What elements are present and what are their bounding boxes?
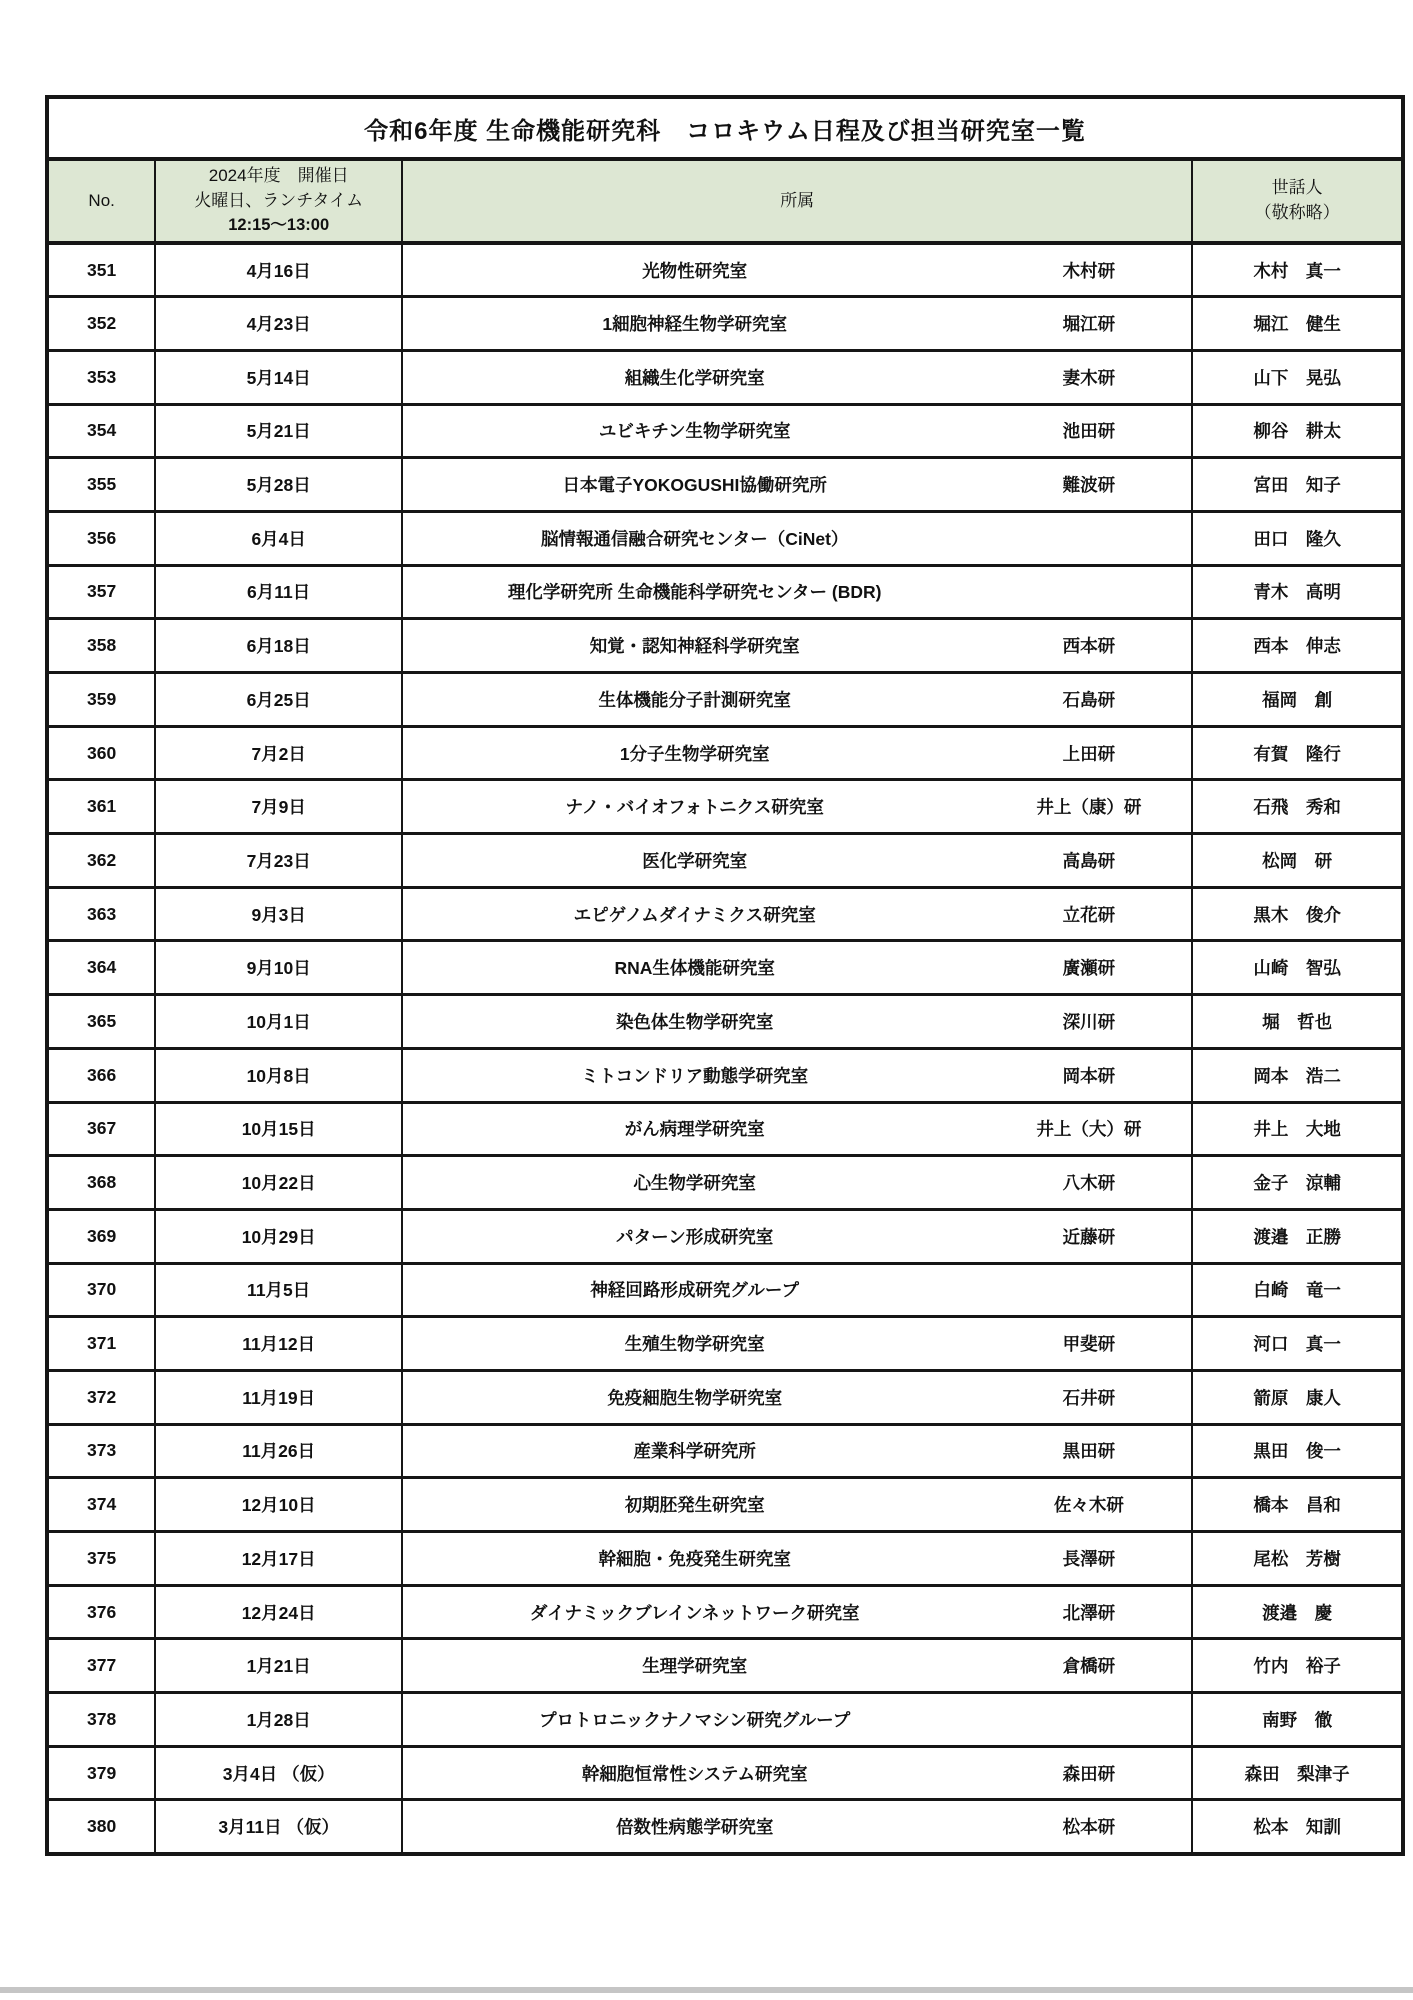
row-no: 378: [47, 1693, 155, 1747]
row-no: 380: [47, 1800, 155, 1854]
row-no: 362: [47, 834, 155, 888]
row-affiliation: [402, 1102, 1192, 1156]
row-person: 有賀 隆行: [1192, 726, 1403, 780]
row-date: 11月5日: [155, 1263, 402, 1317]
row-no: 361: [47, 780, 155, 834]
row-person: 井上 大地: [1192, 1102, 1403, 1156]
row-group-name: 西本研: [1062, 636, 1116, 657]
table-row: [47, 1102, 1403, 1156]
row-group-name: 甲斐研: [1062, 1334, 1116, 1355]
row-lab-name: 生殖生物学研究室: [624, 1334, 765, 1355]
table-row: [47, 995, 1403, 1049]
row-person: 岡本 浩二: [1192, 1048, 1403, 1102]
row-no: 355: [47, 458, 155, 512]
row-lab-name: 脳情報通信融合研究センター（CiNet）: [540, 528, 849, 549]
row-lab-name: 生体機能分子計測研究室: [598, 689, 791, 710]
row-date: 4月16日: [155, 243, 402, 297]
table-row: [47, 1800, 1403, 1854]
row-date: 1月28日: [155, 1693, 402, 1747]
row-no: 354: [47, 404, 155, 458]
row-affiliation: [402, 780, 1192, 834]
row-person: 竹内 裕子: [1192, 1639, 1403, 1693]
row-lab-name: ナノ・バイオフォトニクス研究室: [565, 797, 824, 818]
row-affiliation: [402, 1156, 1192, 1210]
row-affiliation: [402, 1639, 1192, 1693]
row-lab-name: 初期胚発生研究室: [624, 1495, 765, 1516]
table-row: [47, 1693, 1403, 1747]
row-person: 黒木 俊介: [1192, 887, 1403, 941]
table-row: [47, 1424, 1403, 1478]
table-row: [47, 1585, 1403, 1639]
row-person: 柳谷 耕太: [1192, 404, 1403, 458]
row-date: 6月25日: [155, 673, 402, 727]
column-header-person: [1192, 159, 1403, 243]
row-lab-name: 1細胞神経生物学研究室: [602, 314, 788, 335]
table-row: [47, 458, 1403, 512]
row-affiliation: [402, 404, 1192, 458]
row-person: 黒田 俊一: [1192, 1424, 1403, 1478]
table-title-row: [47, 97, 1403, 159]
row-person: 渡邉 正勝: [1192, 1209, 1403, 1263]
row-group-name: 森田研: [1062, 1763, 1116, 1784]
row-person: 宮田 知子: [1192, 458, 1403, 512]
row-no: 365: [47, 995, 155, 1049]
row-date: 12月10日: [155, 1478, 402, 1532]
row-date: 7月23日: [155, 834, 402, 888]
row-group-name: 松本研: [1062, 1817, 1116, 1838]
row-lab-name: 光物性研究室: [642, 260, 748, 281]
row-no: 360: [47, 726, 155, 780]
row-lab-name: ミトコンドリア動態学研究室: [581, 1065, 809, 1086]
table-row: [47, 297, 1403, 351]
row-affiliation: [402, 941, 1192, 995]
row-date: 9月3日: [155, 887, 402, 941]
row-no: 372: [47, 1370, 155, 1424]
row-group-name: 妻木研: [1062, 367, 1116, 388]
row-date: 3月4日 （仮）: [155, 1746, 402, 1800]
person-header-line2: （敬称略）: [1254, 203, 1340, 222]
row-group-name: 石島研: [1062, 689, 1116, 710]
row-lab-name: 医化学研究室: [642, 850, 748, 871]
row-date: 11月12日: [155, 1317, 402, 1371]
row-person: 堀 哲也: [1192, 995, 1403, 1049]
row-lab-name: 染色体生物学研究室: [615, 1011, 774, 1032]
row-person: 松岡 研: [1192, 834, 1403, 888]
row-no: 356: [47, 511, 155, 565]
row-person: 福岡 創: [1192, 673, 1403, 727]
table-row: [47, 726, 1403, 780]
row-lab-name: 心生物学研究室: [633, 1173, 756, 1194]
row-person: 田口 隆久: [1192, 511, 1403, 565]
row-group-name: 深川研: [1062, 1011, 1116, 1032]
row-person: 河口 真一: [1192, 1317, 1403, 1371]
row-person: 尾松 芳樹: [1192, 1532, 1403, 1586]
row-no: 373: [47, 1424, 155, 1478]
row-group-name: 石井研: [1062, 1387, 1116, 1408]
row-affiliation: [402, 1746, 1192, 1800]
table-row: [47, 350, 1403, 404]
row-lab-name: 1分子生物学研究室: [619, 743, 770, 764]
row-group-name: 難波研: [1062, 475, 1116, 496]
row-no: 353: [47, 350, 155, 404]
date-header-time: 12:15～13:00: [228, 215, 330, 234]
row-date: 12月17日: [155, 1532, 402, 1586]
row-affiliation: [402, 673, 1192, 727]
row-date: 10月1日: [155, 995, 402, 1049]
row-lab-name: プロトロニックナノマシン研究グループ: [539, 1709, 851, 1730]
row-affiliation: [402, 350, 1192, 404]
row-person: 山下 晃弘: [1192, 350, 1403, 404]
row-no: 351: [47, 243, 155, 297]
row-no: 375: [47, 1532, 155, 1586]
row-affiliation: [402, 1585, 1192, 1639]
row-person: 箭原 康人: [1192, 1370, 1403, 1424]
table-row: [47, 1156, 1403, 1210]
row-lab-name: 幹細胞恒常性システム研究室: [581, 1763, 808, 1784]
row-date: 7月9日: [155, 780, 402, 834]
row-lab-name: 知覚・認知神経科学研究室: [589, 636, 800, 657]
column-header-affiliation: 所属: [402, 159, 1192, 243]
row-date: 10月29日: [155, 1209, 402, 1263]
table-row: [47, 834, 1403, 888]
table-row: [47, 1478, 1403, 1532]
row-date: 5月28日: [155, 458, 402, 512]
row-no: 371: [47, 1317, 155, 1371]
row-date: 5月21日: [155, 404, 402, 458]
row-no: 352: [47, 297, 155, 351]
row-affiliation: [402, 1370, 1192, 1424]
row-lab-name: がん病理学研究室: [624, 1119, 765, 1140]
row-affiliation: [402, 1478, 1192, 1532]
row-affiliation: [402, 619, 1192, 673]
row-person: 木村 真一: [1192, 243, 1403, 297]
row-affiliation: [402, 243, 1192, 297]
scan-edge-artifact: [0, 1987, 1413, 1993]
table-row: [47, 1746, 1403, 1800]
row-person: 白崎 竜一: [1192, 1263, 1403, 1317]
row-no: 363: [47, 887, 155, 941]
row-group-name: 井上（大）研: [1036, 1119, 1142, 1140]
row-person: 石飛 秀和: [1192, 780, 1403, 834]
row-group-name: 北澤研: [1062, 1602, 1116, 1623]
row-affiliation: [402, 1263, 1192, 1317]
table-row: [47, 1209, 1403, 1263]
row-date: 6月4日: [155, 511, 402, 565]
row-lab-name: 幹細胞・免疫発生研究室: [598, 1548, 791, 1569]
row-person: 山崎 智弘: [1192, 941, 1403, 995]
row-date: 4月23日: [155, 297, 402, 351]
table-row: [47, 941, 1403, 995]
row-group-name: 廣瀬研: [1062, 958, 1116, 979]
row-no: 358: [47, 619, 155, 673]
row-no: 370: [47, 1263, 155, 1317]
row-affiliation: [402, 726, 1192, 780]
row-no: 369: [47, 1209, 155, 1263]
row-affiliation: [402, 297, 1192, 351]
row-person: 西本 伸志: [1192, 619, 1403, 673]
row-group-name: 堀江研: [1062, 314, 1116, 335]
row-group-name: 上田研: [1062, 743, 1116, 764]
row-date: 11月26日: [155, 1424, 402, 1478]
row-affiliation: [402, 1424, 1192, 1478]
row-date: 10月22日: [155, 1156, 402, 1210]
row-affiliation: [402, 511, 1192, 565]
table-row: [47, 780, 1403, 834]
row-affiliation: [402, 1800, 1192, 1854]
person-header-line1: 世話人: [1271, 178, 1323, 198]
row-no: 368: [47, 1156, 155, 1210]
row-group-name: 井上（康）研: [1036, 797, 1142, 818]
row-lab-name: ダイナミックブレインネットワーク研究室: [529, 1602, 860, 1623]
row-no: 366: [47, 1048, 155, 1102]
row-date: 6月18日: [155, 619, 402, 673]
row-group-name: 倉橋研: [1062, 1656, 1116, 1677]
row-lab-name: 産業科学研究所: [633, 1441, 756, 1462]
row-lab-name: 日本電子YOKOGUSHI協働研究所: [562, 475, 827, 496]
row-person: 南野 徹: [1192, 1693, 1403, 1747]
row-group-name: 長澤研: [1062, 1548, 1116, 1569]
row-lab-name: ユビキチン生物学研究室: [598, 421, 791, 442]
row-date: 12月24日: [155, 1585, 402, 1639]
table-row: [47, 243, 1403, 297]
table-row: [47, 404, 1403, 458]
colloquium-schedule-table: [45, 95, 1405, 1856]
row-affiliation: [402, 887, 1192, 941]
row-affiliation: [402, 1532, 1192, 1586]
row-group-name: 岡本研: [1062, 1065, 1116, 1086]
row-date: 11月19日: [155, 1370, 402, 1424]
row-no: 379: [47, 1746, 155, 1800]
row-person: 松本 知訓: [1192, 1800, 1403, 1854]
table-row: [47, 673, 1403, 727]
table-row: [47, 1639, 1403, 1693]
table-row: [47, 1532, 1403, 1586]
column-header-no: No.: [47, 159, 155, 243]
table-row: [47, 1263, 1403, 1317]
row-no: 376: [47, 1585, 155, 1639]
row-affiliation: [402, 1317, 1192, 1371]
row-group-name: 立花研: [1062, 904, 1116, 925]
row-date: 9月10日: [155, 941, 402, 995]
row-group-name: 佐々木研: [1053, 1495, 1124, 1516]
table-row: [47, 1317, 1403, 1371]
row-no: 364: [47, 941, 155, 995]
row-affiliation: [402, 1048, 1192, 1102]
column-header-date: [155, 159, 402, 243]
row-person: 堀江 健生: [1192, 297, 1403, 351]
table-header-row: [47, 159, 1403, 243]
row-affiliation: [402, 995, 1192, 1049]
row-lab-name: 免疫細胞生物学研究室: [607, 1387, 783, 1408]
row-lab-name: 生理学研究室: [642, 1656, 748, 1677]
row-no: 357: [47, 565, 155, 619]
row-lab-name: 神経回路形成研究グループ: [590, 1280, 799, 1301]
row-lab-name: 倍数性病態学研究室: [615, 1817, 774, 1838]
table-row: [47, 619, 1403, 673]
table-row: [47, 887, 1403, 941]
row-person: 森田 梨津子: [1192, 1746, 1403, 1800]
date-header-line2: 火曜日、ランチタイム: [194, 191, 364, 211]
row-date: 6月11日: [155, 565, 402, 619]
page-title: 令和6年度 生命機能研究科 コロキウム日程及び担当研究室一覧: [47, 97, 1403, 159]
row-date: 1月21日: [155, 1639, 402, 1693]
row-group-name: 池田研: [1062, 421, 1116, 442]
row-lab-name: パターン形成研究室: [616, 1226, 774, 1247]
row-lab-name: エピゲノムダイナミクス研究室: [573, 904, 816, 925]
row-date: 10月8日: [155, 1048, 402, 1102]
row-date: 3月11日 （仮）: [155, 1800, 402, 1854]
row-group-name: 近藤研: [1062, 1226, 1116, 1247]
row-group-name: 木村研: [1062, 260, 1116, 281]
row-no: 374: [47, 1478, 155, 1532]
row-group-name: 八木研: [1062, 1173, 1116, 1194]
row-affiliation: [402, 1693, 1192, 1747]
row-date: 5月14日: [155, 350, 402, 404]
row-person: 渡邉 慶: [1192, 1585, 1403, 1639]
row-person: 橋本 昌和: [1192, 1478, 1403, 1532]
row-person: 青木 高明: [1192, 565, 1403, 619]
row-lab-name: 理化学研究所 生命機能科学研究センター (BDR): [507, 582, 882, 603]
row-lab-name: 組織生化学研究室: [624, 367, 765, 388]
row-group-name: 黒田研: [1062, 1441, 1116, 1462]
row-person: 金子 涼輔: [1192, 1156, 1403, 1210]
table-row: [47, 1048, 1403, 1102]
row-affiliation: [402, 1209, 1192, 1263]
row-affiliation: [402, 834, 1192, 888]
row-group-name: 高島研: [1062, 850, 1116, 871]
row-lab-name: RNA生体機能研究室: [614, 958, 775, 979]
row-date: 10月15日: [155, 1102, 402, 1156]
table-row: [47, 1370, 1403, 1424]
row-no: 367: [47, 1102, 155, 1156]
date-header-line1: 2024年度 開催日: [208, 166, 349, 186]
row-affiliation: [402, 458, 1192, 512]
row-no: 377: [47, 1639, 155, 1693]
row-no: 359: [47, 673, 155, 727]
table-row: [47, 565, 1403, 619]
row-date: 7月2日: [155, 726, 402, 780]
row-affiliation: [402, 565, 1192, 619]
table-row: [47, 511, 1403, 565]
